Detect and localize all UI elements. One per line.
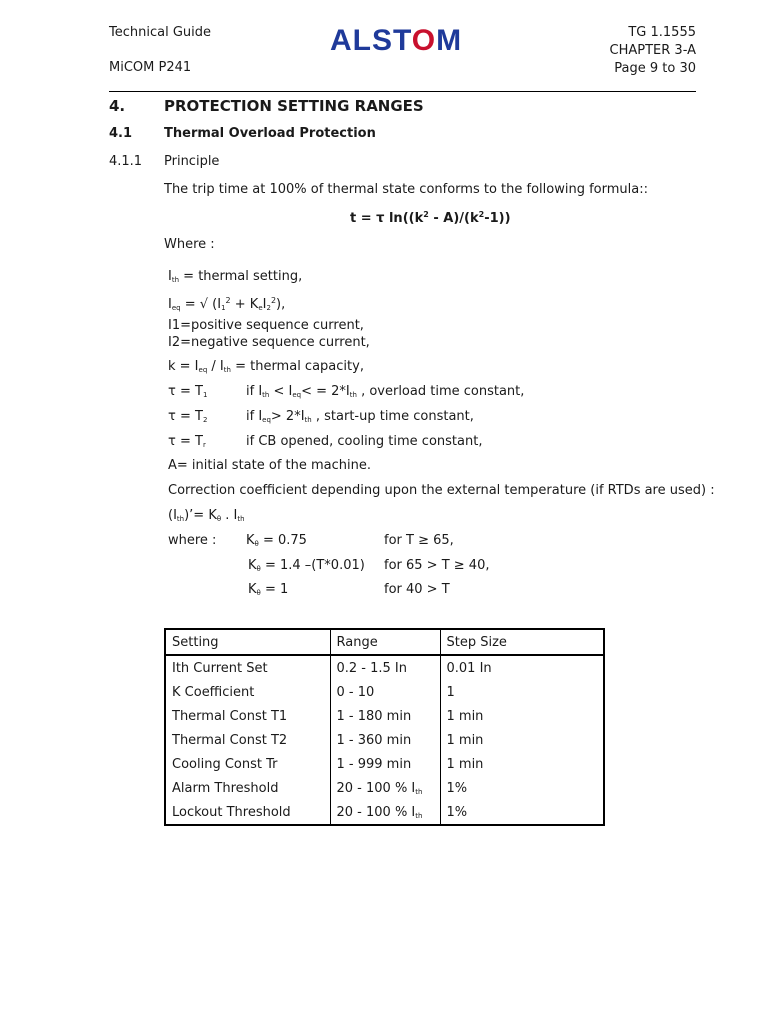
tau2-condition: if $I_{eq}> 2*I_{th}$ , start-up time constant, <box>246 409 474 424</box>
taur-lhs: $\tau = T_r$ <box>168 434 206 449</box>
cell-range: 0 - 10 <box>330 680 440 704</box>
subsection-number: 4.1 <box>109 126 133 141</box>
settings-table <box>164 628 605 826</box>
doc-type: Technical Guide <box>109 25 212 40</box>
cell-step: 1 min <box>440 728 604 752</box>
cell-step: 1% <box>440 776 604 800</box>
table-row <box>165 800 604 825</box>
cell-step: 0.01 In <box>440 655 604 680</box>
cell-setting: Alarm Threshold <box>165 776 330 800</box>
k-theta-1-condition: for T ≥ 65, <box>384 533 454 548</box>
header-setting: Setting <box>165 629 330 655</box>
cell-step: 1 <box>440 680 604 704</box>
k-theta-3-condition: for 40 > T <box>384 582 450 597</box>
intro-text: The trip time at 100% of thermal state conforms to the following formula:: <box>164 182 648 197</box>
cell-range: 0.2 - 1.5 In <box>330 655 440 680</box>
i2-definition: I2=negative sequence current, <box>168 335 370 350</box>
header-step-size: Step Size <box>440 629 604 655</box>
i1-definition: I1=positive sequence current, <box>168 318 364 333</box>
where-label-2: where : <box>168 533 217 548</box>
table-row <box>165 728 604 752</box>
header-rule <box>109 91 696 92</box>
cell-range: 1 - 999 min <box>330 752 440 776</box>
section-title: PROTECTION SETTING RANGES <box>164 97 424 115</box>
table-row <box>165 655 604 680</box>
page-range: Page 9 to 30 <box>614 61 696 76</box>
k-theta-2-condition: for 65 > T ≥ 40, <box>384 558 490 573</box>
table-row <box>165 704 604 728</box>
cell-setting: Ith Current Set <box>165 655 330 680</box>
doc-number: TG 1.1555 <box>628 25 696 40</box>
cell-range: 20 - 100 % $I_{th}$ <box>330 776 440 800</box>
cell-setting: Thermal Const T2 <box>165 728 330 752</box>
table-row <box>165 680 604 704</box>
cell-range: 20 - 100 % $I_{th}$ <box>330 800 440 825</box>
table-header-row <box>165 629 604 655</box>
cell-setting: K Coefficient <box>165 680 330 704</box>
a-definition: A= initial state of the machine. <box>168 458 371 473</box>
ieq-definition: $I_{eq}$ = √ $(I_1^2 + K_eI_2^2)$, <box>168 296 286 312</box>
k-definition: $k = I_{eq} / I_{th}$ = thermal capacity, <box>168 359 364 374</box>
correction-formula: $(I_{th})’= K_\theta$ . $I_{th}$ <box>168 508 245 523</box>
correction-text: Correction coefficient depending upon the external temperature (if RTDs are used) : <box>168 483 715 498</box>
cell-setting: Thermal Const T1 <box>165 704 330 728</box>
header-range: Range <box>330 629 440 655</box>
alstom-logo: ALSTOM <box>330 24 463 57</box>
cell-step: 1 min <box>440 704 604 728</box>
cell-range: 1 - 360 min <box>330 728 440 752</box>
subsubsection-title: Principle <box>164 154 220 169</box>
trip-time-formula: t = τ $\ln((k^2 - A)/(k^2-1))$ <box>350 210 511 226</box>
product-name: MiCOM P241 <box>109 60 192 75</box>
subsubsection-number: 4.1.1 <box>109 154 143 169</box>
table-row <box>165 776 604 800</box>
tau1-lhs: $\tau = T_1$ <box>168 384 208 399</box>
section-number: 4. <box>109 97 126 115</box>
subsection-title: Thermal Overload Protection <box>164 126 376 141</box>
table-row <box>165 752 604 776</box>
taur-condition: if CB opened, cooling time constant, <box>246 434 483 449</box>
cell-step: 1 min <box>440 752 604 776</box>
k-theta-3: $K_\theta = 1$ <box>248 582 289 597</box>
chapter-label: CHAPTER 3-A <box>609 43 696 58</box>
where-label: Where : <box>164 237 215 252</box>
tau1-condition: if $I_{th} < I_{eq}< = 2*I_{th}$ , overload time constant, <box>246 384 525 399</box>
k-theta-2: $K_\theta = 1.4$ –(T*0.01) <box>248 558 365 573</box>
k-theta-1: $K_\theta = 0.75$ <box>246 533 307 548</box>
cell-setting: Lockout Threshold <box>165 800 330 825</box>
tau2-lhs: $\tau = T_2$ <box>168 409 208 424</box>
cell-range: 1 - 180 min <box>330 704 440 728</box>
ith-definition: $I_{th}$ = thermal setting, <box>168 269 303 284</box>
cell-step: 1% <box>440 800 604 825</box>
cell-setting: Cooling Const Tr <box>165 752 330 776</box>
